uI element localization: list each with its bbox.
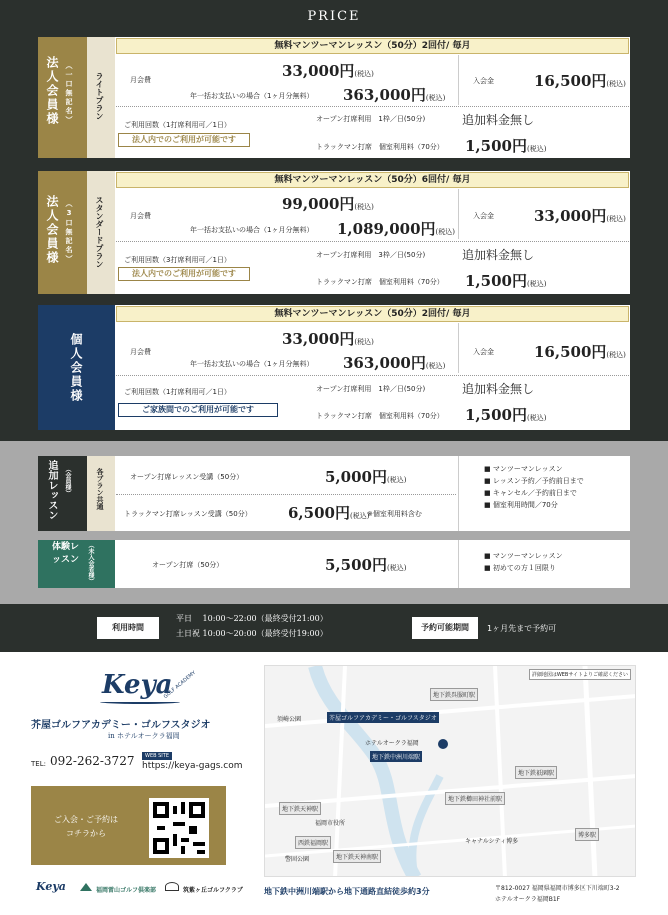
plan3-annual-label: 年一括お支払いの場合（1ヶ月分無料） — [190, 360, 314, 368]
plan2-banner: 無料マンツーマンレッスン（50分）6回付/ 毎月 — [116, 172, 629, 188]
plan2-open-value: 追加料金無し — [462, 248, 535, 262]
mountain-icon — [80, 883, 92, 891]
plan2-monthly-price: 99,000円(税込) — [282, 195, 374, 213]
plan2-entry-label: 入会金 — [473, 212, 494, 220]
additional-bullets — [484, 463, 584, 511]
map-station-kushida: 地下鉄櫛田神社前駅 — [445, 792, 505, 805]
plan1-open-label: オープン打席利用 1枠／日(50分) — [316, 115, 426, 123]
plan1-annual-price: 363,000円(税込) — [343, 86, 446, 104]
map-hotel-callout: 芥屋ゴルフアカデミー・ゴルフスタジオ — [327, 712, 439, 723]
hours-label-box: 利用時間 — [97, 617, 159, 639]
hours-weekday: 平日 10:00～22:00（最終受付21:00） — [176, 614, 328, 623]
additional-sub: （会員様） — [64, 466, 71, 496]
plan3-track-label: トラックマン打席 個室利用料（70分） — [316, 412, 444, 420]
plan2-usage-note: 法人内でのご利用が可能です — [118, 267, 250, 281]
hours-weekend: 土日祝 10:00～20:00（最終受付19:00） — [176, 629, 328, 638]
additional-title: 追加レッスン — [46, 460, 57, 520]
bullet-item: ■ 個室利用時間／70分 — [484, 501, 558, 509]
plan2-entry-price: 33,000円(税込) — [534, 207, 626, 225]
access-note: 地下鉄中洲川端駅から地下通路直結徒歩約3分 — [264, 887, 430, 896]
plan2-open-label: オープン打席利用 3枠／日(50分) — [316, 251, 426, 259]
brand-logo: Keya — [102, 670, 173, 700]
website-link[interactable]: https://keya-gags.com — [142, 761, 243, 771]
additional-divider — [116, 494, 456, 495]
plan1-track-label: トラックマン打席 個室利用料（70分） — [316, 143, 444, 151]
reserve-label-box: 予約可能期間 — [412, 617, 478, 639]
access-map[interactable] — [264, 665, 636, 877]
plan2-track-label: トラックマン打席 個室利用料（70分） — [316, 278, 444, 286]
plan1-banner: 無料マンツーマンレッスン（50分）2回付/ 毎月 — [116, 38, 629, 54]
map-cityhall: 福岡市役所 — [315, 820, 346, 827]
page-title: PRICE — [307, 9, 361, 24]
plan2-group-label: 法人会員様 — [45, 195, 59, 265]
additional-row1-label: オープン打席レッスン受講（50分） — [130, 473, 244, 481]
trial-bullets — [484, 550, 563, 574]
map-nishitetsu: 西鉄福岡駅 — [295, 836, 331, 849]
map-note: 詳細地図はWEBサイトよりご確認ください — [529, 669, 631, 680]
map-station-tenjinminami: 地下鉄天神南駅 — [333, 850, 381, 863]
plan1-entry-price: 16,500円(税込) — [534, 72, 626, 90]
trial-label: オープン打席（50分） — [152, 561, 224, 569]
plan2-divider — [116, 241, 629, 242]
plan3-track-value: 1,500円(税込) — [465, 406, 547, 424]
plan2-group-sub: （3口無記名） — [65, 200, 73, 264]
qr-code[interactable] — [149, 798, 209, 858]
plan3-usage-note: ご家族間でのご利用が可能です — [118, 403, 278, 417]
plan3-entry-label: 入会金 — [473, 348, 494, 356]
plan3-group-label: 個人会員様 — [69, 333, 83, 403]
plan2-monthly-label: 月会費 — [130, 212, 151, 220]
bullet-item: ■ マンツーマンレッスン — [484, 465, 563, 473]
map-suzaki-park: 須崎公園 — [277, 716, 302, 723]
plan1-monthly-price: 33,000円(税込) — [282, 62, 374, 80]
plan1-entry-label: 入会金 — [473, 77, 494, 85]
plan1-entry-divider — [458, 55, 459, 105]
plan1-divider — [116, 106, 629, 107]
footer-logo-raizan: 福岡雷山ゴルフ倶楽部 — [96, 887, 157, 894]
plan2-entry-divider — [458, 189, 459, 239]
plan3-banner: 無料マンツーマンレッスン（50分）2回付/ 毎月 — [116, 306, 629, 322]
trial-title: 体験レッスン — [52, 542, 80, 565]
map-hotel-label: ホテルオークラ福岡 — [365, 740, 419, 747]
plan3-entry-divider — [458, 323, 459, 373]
web-label-box: WEB SITE — [142, 752, 172, 760]
additional-row2-price: 6,500円(税込) — [288, 504, 370, 522]
address-line-2: ホテルオークラ福岡B1F — [495, 896, 561, 903]
plan1-monthly-label: 月会費 — [130, 76, 151, 84]
bullet-item: ■ キャンセル／予約前日まで — [484, 489, 577, 497]
plan1-open-value: 追加料金無し — [462, 113, 535, 127]
map-canal-city: キャナルシティ博多 — [465, 838, 519, 845]
map-station-nakasu: 地下鉄中洲川端駅 — [370, 751, 422, 762]
tsukushi-icon — [165, 882, 179, 891]
plan2-usage: ご利用回数（3打席利用可／1日） — [124, 256, 231, 264]
qr-code-icon — [153, 802, 205, 854]
additional-row2-note: ※個室利用料含む — [367, 510, 422, 518]
map-hakata-station: 博多駅 — [575, 828, 599, 841]
bullet-item: ■ マンツーマンレッスン — [484, 552, 563, 560]
plan2-plan-label: スタンダードプラン — [95, 196, 104, 268]
plan3-open-label: オープン打席利用 1枠／日(50分) — [316, 385, 426, 393]
plan2-track-value: 1,500円(税込) — [465, 272, 547, 290]
additional-bullets-divider — [458, 456, 459, 531]
plan3-usage: ご利用回数（1打席利用可／1日） — [124, 388, 231, 396]
map-station-tenjin: 地下鉄天神駅 — [279, 802, 321, 815]
trial-price: 5,500円(税込) — [325, 556, 407, 574]
brand-name: 芥屋ゴルフアカデミー・ゴルフスタジオ — [31, 720, 211, 731]
plan2-annual-label: 年一括お支払いの場合（1ヶ月分無料） — [190, 226, 314, 234]
plan1-plan-label: ライトプラン — [95, 72, 104, 120]
plan1-track-value: 1,500円(税込) — [465, 137, 547, 155]
tel-label: TEL: — [31, 760, 46, 768]
additional-common: 各プラン共通 — [96, 468, 104, 510]
footer-logo-tsukushi: 筑紫ヶ丘ゴルフクラブ — [183, 887, 243, 894]
footer-logo-keya: Keya — [36, 880, 66, 893]
additional-row1-price: 5,000円(税込) — [325, 468, 407, 486]
plan3-open-value: 追加料金無し — [462, 382, 535, 396]
plan3-divider — [116, 375, 629, 376]
brand-logo-swoosh — [100, 700, 180, 704]
plan3-annual-price: 363,000円(税込) — [343, 354, 446, 372]
plan3-monthly-price: 33,000円(税込) — [282, 330, 374, 348]
trial-sub: （未入会者様） — [87, 542, 94, 584]
tel-number[interactable]: 092-262-3727 — [50, 754, 135, 768]
brand-sub: in ホテルオークラ福岡 — [108, 732, 180, 740]
qr-text-1: ご入会・ご予約は — [54, 815, 118, 824]
map-station-gion: 地下鉄祇園駅 — [515, 766, 557, 779]
plan1-annual-label: 年一括お支払いの場合（1ヶ月分無料） — [190, 92, 314, 100]
bullet-item: ■ レッスン予約／予約前日まで — [484, 477, 584, 485]
bullet-item: ■ 初めての方１回限り — [484, 564, 556, 572]
plan1-group-label: 法人会員様 — [45, 56, 59, 126]
plan1-usage-note: 法人内でのご利用が可能です — [118, 133, 250, 147]
map-kego-park: 警固公園 — [285, 856, 310, 863]
trial-bullets-divider — [458, 540, 459, 588]
plan3-entry-price: 16,500円(税込) — [534, 343, 626, 361]
additional-row2-label: トラックマン打席レッスン受講（50分） — [124, 510, 252, 518]
plan3-monthly-label: 月会費 — [130, 348, 151, 356]
plan2-annual-price: 1,089,000円(税込) — [337, 220, 455, 238]
map-station-gofukumachi: 地下鉄呉服町駅 — [430, 688, 478, 701]
plan1-group-sub: （一口無記名） — [65, 62, 73, 125]
brand-logo-sub: GOLF ACADEMY — [162, 669, 197, 701]
qr-text-2: コチラから — [66, 829, 106, 838]
reserve-value: 1ヶ月先まで予約可 — [487, 624, 557, 633]
address-line-1: 〒812-0027 福岡県福岡市博多区下川端町3-2 — [495, 885, 620, 892]
plan1-usage: ご利用回数（1打席利用可／1日） — [124, 121, 231, 129]
